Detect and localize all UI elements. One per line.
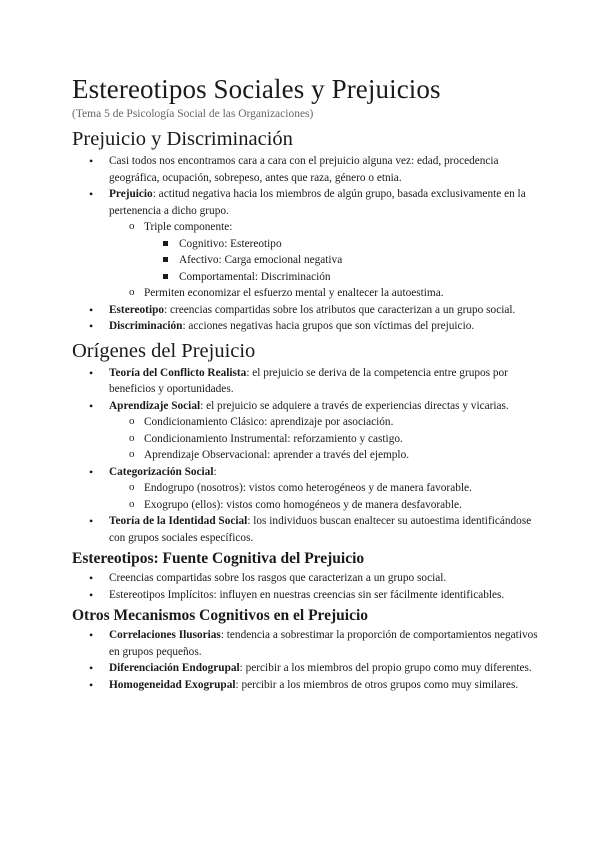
list-item — [72, 302, 540, 319]
section-list-estereotipos — [72, 570, 540, 603]
sub-list-item — [109, 219, 540, 285]
term-definition: : creencias compartidas sobre los atributos que caracterizan a un grupo social. — [164, 303, 516, 316]
sub-list-item-text: Exogrupo (ellos): vistos como homogéneos y de manera desfavorable. — [144, 498, 462, 511]
term-definition: : el prejuicio se deriva de la competencia entre grupos por beneficios y oportunidades. — [109, 366, 508, 395]
list-item — [72, 365, 540, 398]
list-item — [72, 513, 540, 546]
sub-sub-list-item — [144, 269, 540, 286]
term-definition: : percibir a los miembros de otros grupos como muy similares. — [235, 678, 519, 691]
sub-list — [109, 414, 540, 464]
sub-list-item — [109, 480, 540, 497]
sub-list-item-text: Endogrupo (nosotros): vistos como heterogéneos y de manera favorable. — [144, 482, 472, 494]
term-definition: : — [213, 465, 217, 478]
sub-list-item — [109, 497, 540, 514]
section-list-prejuicio — [72, 153, 540, 335]
term-label: Diferenciación Endogrupal — [109, 662, 240, 674]
sub-list-item — [109, 431, 540, 448]
term-label: Discriminación — [109, 320, 183, 332]
section-heading-origenes: Orígenes del Prejuicio — [72, 339, 256, 362]
section-list-origenes — [72, 365, 540, 547]
list-item-text: Creencias compartidas sobre los rasgos que caracterizan a un grupo social. — [109, 572, 447, 584]
term-label: Teoría del Conflicto Realista — [109, 366, 247, 379]
list-item — [72, 398, 540, 464]
list-item — [72, 153, 540, 186]
term-label: Correlaciones Ilusorias — [109, 629, 221, 641]
list-item — [72, 464, 540, 514]
section-heading-estereotipos: Estereotipos: Fuente Cognitiva del Prejuicio — [72, 550, 365, 567]
sub-list — [109, 219, 540, 302]
list-item — [72, 627, 540, 660]
term-definition: : los individuos buscan enaltecer su autoestima identificándose con grupos sociales específicos. — [109, 515, 532, 544]
sub-list-item — [109, 414, 540, 431]
term-definition: : actitud negativa hacia los miembros de algún grupo, basada exclusivamente en la pertenencia a dicho grupo. — [109, 188, 526, 217]
list-item — [72, 318, 540, 335]
sub-list-item — [109, 447, 540, 464]
sub-sub-list-item — [144, 236, 540, 253]
sub-sub-list-item-text: Cognitivo: Estereotipo — [179, 237, 282, 250]
term-definition: : acciones negativas hacia grupos que son víctimas del prejuicio. — [182, 320, 475, 332]
term-definition: : percibir a los miembros del propio grupo como muy diferentes. — [239, 662, 532, 674]
term-label: Aprendizaje Social — [109, 399, 201, 412]
sub-sub-list — [144, 236, 540, 286]
sub-sub-list-item-text: Afectivo: Carga emocional negativa — [179, 254, 343, 266]
list-item-text: Estereotipos Implícitos: influyen en nuestras creencias sin ser fácilmente identificables. — [109, 588, 505, 601]
sub-sub-list-item-text: Comportamental: Discriminación — [179, 270, 331, 283]
sub-list-item-text: Triple componente: — [144, 221, 233, 233]
section-heading-prejuicio: Prejuicio y Discriminación — [72, 128, 293, 150]
term-label: Estereotipo — [109, 303, 165, 316]
sub-list-item — [109, 285, 540, 302]
term-definition: : tendencia a sobrestimar la proporción de comportamientos negativos en grupos pequeños. — [109, 629, 538, 658]
list-item — [72, 570, 540, 587]
list-item — [72, 660, 540, 677]
term-definition: : el prejuicio se adquiere a través de experiencias directas y vicarias. — [200, 399, 509, 412]
sub-list-item-text: Condicionamiento Clásico: aprendizaje por asociación. — [144, 416, 394, 428]
sub-list-item-text: Condicionamiento Instrumental: reforzamiento y castigo. — [144, 432, 403, 445]
document-title: Estereotipos Sociales y Prejuicios — [72, 74, 441, 104]
section-list-mecanismos — [72, 627, 540, 693]
sub-list — [109, 480, 540, 513]
list-item — [72, 587, 540, 604]
section-heading-mecanismos: Otros Mecanismos Cognitivos en el Prejuicio — [72, 607, 369, 624]
list-item — [72, 677, 540, 694]
sub-list-item-text: Permiten economizar el esfuerzo mental y enaltecer la autoestima. — [144, 287, 444, 299]
list-item — [72, 186, 540, 302]
term-label: Categorización Social — [109, 465, 214, 478]
term-label: Prejuicio — [109, 188, 153, 200]
sub-sub-list-item — [144, 252, 540, 269]
term-label: Teoría de la Identidad Social — [109, 515, 248, 527]
sub-list-item-text: Aprendizaje Observacional: aprender a través del ejemplo. — [144, 449, 410, 461]
term-label: Homogeneidad Exogrupal — [109, 678, 236, 691]
document-subtitle: (Tema 5 de Psicología Social de las Organizaciones) — [72, 108, 314, 120]
list-item-text: Casi todos nos encontramos cara a cara con el prejuicio alguna vez: edad, procedencia geográfica, ocupación, sobrepeso, antes que raza, género o etnia. — [109, 155, 499, 184]
